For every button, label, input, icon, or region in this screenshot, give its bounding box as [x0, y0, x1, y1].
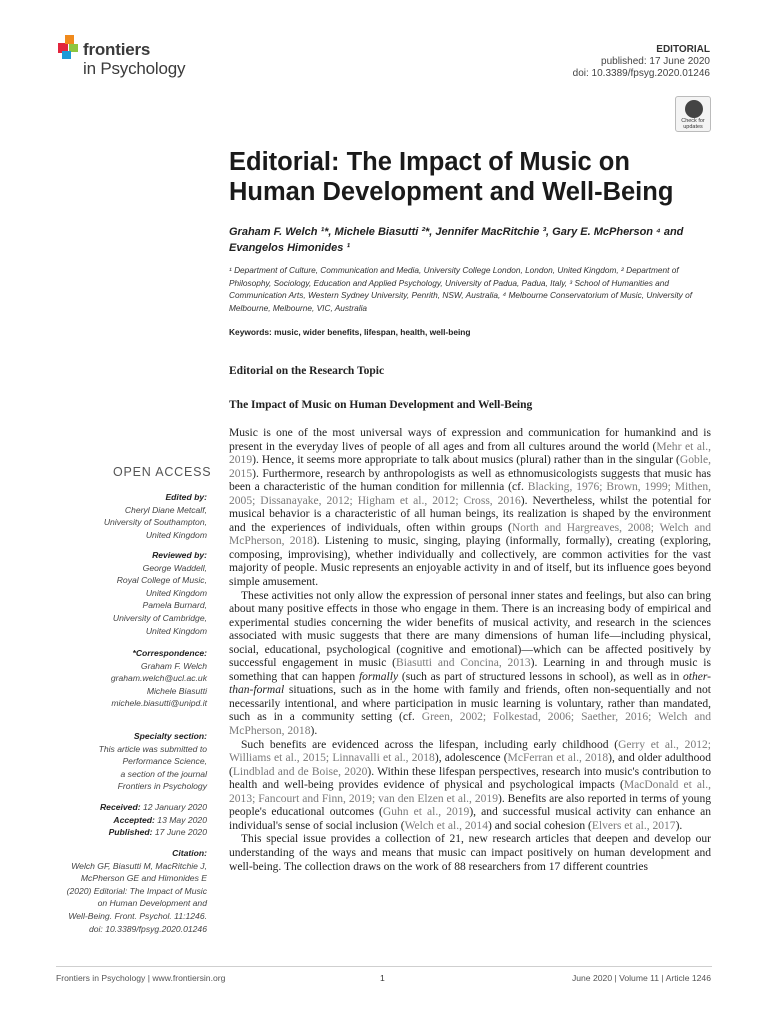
date-label: Accepted:: [113, 814, 155, 825]
edited-by-block: [104, 491, 207, 541]
correspondence-block: [111, 647, 207, 710]
date-value: 13 May 2020: [154, 814, 207, 825]
body-text-run: ).: [310, 725, 318, 738]
editor-line: University of Southampton,: [103, 517, 207, 528]
emphasis-text: other-than-formal: [229, 670, 712, 697]
citation-link[interactable]: Green, 2002; Folkestad, 2006; Saether, 2016; Welch and McPherson, 2018: [229, 711, 711, 738]
reviewer-line: University of Cambridge,: [112, 612, 207, 623]
date-label: Received:: [99, 802, 141, 812]
editor-line: Cheryl Diane Metcalf,: [124, 504, 207, 515]
citation-link[interactable]: Goble, 2015: [229, 454, 711, 480]
date-value: 12 January 2020: [140, 802, 207, 812]
body-text-run: ). Learning in and through music is something that can happen: [229, 657, 711, 683]
body-paragraph-2: [229, 590, 711, 739]
journal-logo: [56, 34, 206, 80]
frontiers-logo-icon: [56, 34, 80, 60]
specialty-line: This article was submitted to: [98, 743, 207, 754]
body-text-run: ). Benefits are also reported in terms of young people's educational outcomes (: [229, 792, 711, 819]
specialty-line: a section of the journal: [120, 768, 207, 779]
published-date: published: 17 June 2020: [601, 56, 710, 67]
body-text-run: Such benefits are evidenced across the lifespan, including early childhood (: [241, 738, 619, 751]
citation-link[interactable]: Lindblad and de Boise, 2020: [232, 765, 368, 778]
article-type: EDITORIAL: [656, 44, 710, 55]
body-text-run: ). Furthermore, research by anthropologists as well as ethnomusicologists suggests that music has been a characteristic of the human condition for millennia (cf.: [229, 467, 711, 494]
body-text-run: This special issue provides a collection of 21, new research articles that deepen and develop our understanding of the ways and means that music can impact positively on human development and well-being. The collection draws on the work of 88 researchers from 17 different countries: [229, 833, 711, 873]
correspondence-line[interactable]: graham.welch@ucl.ac.uk: [110, 673, 207, 684]
reviewed-by-heading: Reviewed by:: [152, 550, 207, 560]
body-text-run: situations, such as in the home with family and friends, often non-sequentially and not necessarily intentional, and where participation in music learning is voluntary, rather than mandated, such as in a community setting (cf.: [229, 684, 711, 724]
citation-link[interactable]: North and Hargreaves, 2008; Welch and McPherson, 2018: [229, 521, 711, 548]
edited-by-heading: Edited by:: [165, 492, 207, 502]
body-text-run: These activities not only allow the expression of personal inner states and feelings, but also can bring about many positive effects in those who engage in them. There is an increasing body of empirical and experimental studies concerning the wider benefits of musical activity, and research in the sciences associated with music suggests that there are many dimensions of human life—including physical, social, educational, psychological (cognitive and emotional)—which can be affected positively by successful engagement in music (: [229, 589, 711, 670]
correspondence-heading: *Correspondence:: [132, 648, 207, 658]
reviewed-by-block: [113, 549, 207, 637]
citation-link[interactable]: Guhn et al., 2019: [382, 806, 470, 819]
check-for-updates-badge[interactable]: [675, 96, 711, 132]
author-list: Graham F. Welch ¹*, Michele Biasutti ²*, Jennifer MacRitchie ³, Gary E. McPherson ⁴ and Evangelos Himonides ¹: [229, 226, 684, 254]
body-text-run: ). Listening to music, singing, playing (informally, formally), creating (exploring, composing, improvising), whether individually and collectively, are common activities for the vast majority of people. Music represents an enjoyable activity in and of itself, but its influence goes beyond simple amusement.: [229, 535, 711, 589]
citation-link[interactable]: McFerran et al., 2018: [507, 752, 609, 765]
body-text-run: ). Within these lifespan perspectives, research into music's contribution to health and well-being provides evidence of physical and psychological impacts (: [229, 765, 711, 792]
citation-line: (2020) Editorial: The Impact of Music: [66, 885, 207, 896]
citation-heading: Citation:: [172, 848, 207, 858]
citation-line: doi: 10.3389/fpsyg.2020.01246: [88, 923, 207, 934]
reviewer-line: United Kingdom: [145, 625, 207, 636]
article-title: Editorial: The Impact of Music on Human Development and Well-Being: [229, 148, 674, 206]
body-text-run: ), adolescence (: [434, 752, 508, 765]
article-doi[interactable]: doi: 10.3389/fpsyg.2020.01246: [572, 68, 710, 79]
body-text-run: ), and older adulthood (: [229, 752, 711, 778]
specialty-section-block: [99, 730, 207, 793]
date-line: [100, 801, 207, 814]
article-body: [229, 427, 711, 874]
citation-line: Well-Being. Front. Psychol. 11:1246.: [68, 910, 207, 921]
reviewer-line: United Kingdom: [145, 587, 207, 598]
body-text-run: ). Nevertheless, whilst the potential for musical behavior is a characteristic of all human beings, its realization is shaped by the environment and the experiences of individuals, often within groups (: [229, 494, 712, 534]
citation-link[interactable]: MacDonald et al., 2013; Fancourt and Finn, 2019; van den Elzen et al., 2019: [229, 779, 711, 805]
reviewer-line: Royal College of Music,: [116, 575, 207, 586]
citation-line: on Human Development and: [97, 898, 207, 909]
citation-link[interactable]: Blacking, 1976; Brown, 1999; Mithen, 2005; Dissanayake, 2012; Higham et al., 2012; Cross, 2016: [229, 481, 711, 507]
badge-line-1: Check for: [681, 118, 705, 124]
specialty-line: Frontiers in Psychology: [117, 781, 207, 792]
body-text-run: ). Hence, it seems more appropriate to talk about musics (plural) rather than in the singular (: [252, 454, 680, 467]
date-line: [100, 814, 207, 827]
affiliations: ¹ Department of Culture, Communication and Media, University College London, London, United Kingdom, ² Department of Philosophy, Sociology, Education and Applied Psychology, University of Padua, Padua, Italy, ³ School of Humanities and Communication Arts, Western Sydney University, Penrith, NSW, Australia, ⁴ Melbourne Conservatorium of Music, University of Melbourne, Melbourne, VIC, Australia: [229, 265, 692, 313]
citation-line: McPherson GE and Himonides E: [80, 873, 207, 884]
citation-line: Welch GF, Biasutti M, MacRitchie J,: [71, 860, 207, 871]
citation-link[interactable]: Mehr et al., 2019: [229, 440, 711, 467]
page-number: 1: [380, 973, 385, 983]
body-paragraph-3: [229, 739, 711, 834]
emphasis-text: formally: [358, 670, 399, 683]
correspondence-line[interactable]: michele.biasutti@unipd.it: [111, 698, 207, 709]
editor-line: United Kingdom: [145, 529, 207, 540]
citation-link[interactable]: Welch et al., 2014: [404, 819, 488, 832]
correspondence-line: Michele Biasutti: [146, 685, 207, 696]
keywords-value: music, wider benefits, lifespan, health, well-being: [274, 327, 471, 337]
specialty-heading: Specialty section:: [133, 731, 207, 741]
citation-link[interactable]: Elvers et al., 2017: [591, 819, 676, 832]
keywords: [229, 327, 709, 337]
body-paragraph-4: [229, 833, 711, 874]
open-access-label: OPEN ACCESS: [113, 465, 212, 479]
research-topic-heading: Editorial on the Research Topic: [229, 365, 385, 377]
citation-link[interactable]: Biasutti and Concina, 2013: [396, 657, 531, 670]
reviewer-line: George Waddell,: [142, 562, 207, 573]
check-for-updates-icon: [685, 100, 703, 118]
specialty-line: Performance Science,: [122, 756, 207, 767]
badge-line-2: updates: [683, 124, 703, 130]
body-text-run: Music is one of the most universal ways of expression and communication for humankind and is present in the everyday lives of people of all ages and from all cultures around the world (: [229, 427, 711, 453]
footer-divider: [56, 966, 712, 967]
body-text-run: ).: [675, 819, 683, 832]
body-text-run: ), and successful musical activity can enhance an individual's sense of social inclusion (: [229, 806, 711, 832]
masthead: [573, 44, 710, 80]
research-topic-title[interactable]: The Impact of Music on Human Development and Well-Being: [229, 399, 533, 411]
citation-link[interactable]: Gerry et al., 2012; Williams et al., 2015; Linnavalli et al., 2018: [229, 738, 711, 765]
citation-block: [67, 847, 207, 935]
keywords-label: Keywords:: [229, 327, 272, 337]
correspondence-line: Graham F. Welch: [140, 660, 207, 671]
logo-word-journal: in Psychology: [83, 59, 186, 78]
body-text-run: (such as part of structured lessons in school), as well as in: [398, 670, 684, 683]
logo-word-frontiers: frontiers: [83, 40, 151, 59]
footer-journal[interactable]: Frontiers in Psychology | www.frontiersin.org: [56, 973, 226, 983]
footer-issue: June 2020 | Volume 11 | Article 1246: [571, 973, 711, 983]
date-label: Published:: [108, 827, 153, 838]
date-line: [100, 826, 207, 839]
body-paragraph-1: [229, 427, 711, 590]
dates-block: [100, 801, 207, 839]
body-text-run: ) and social cohesion (: [487, 819, 592, 832]
date-value: 17 June 2020: [152, 827, 207, 838]
reviewer-line: Pamela Burnard,: [142, 600, 207, 611]
